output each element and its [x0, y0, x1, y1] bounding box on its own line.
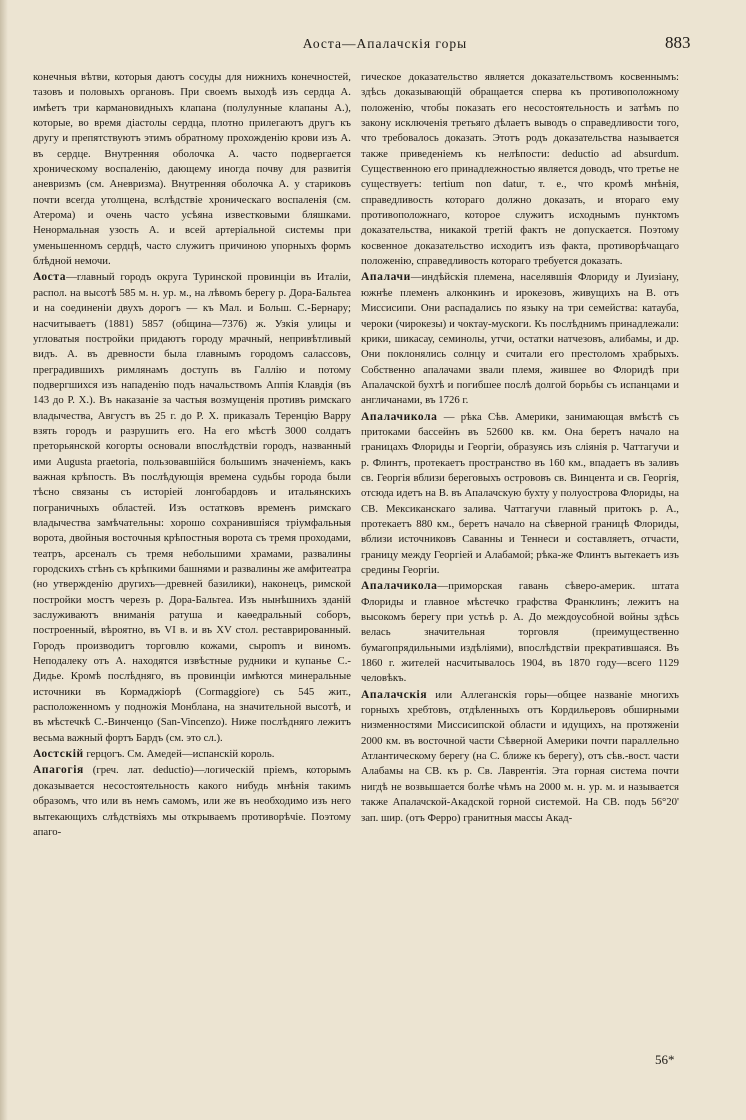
running-header: Аоста—Апалачскія горы — [302, 36, 468, 51]
entry-paragraph — [33, 763, 351, 840]
entry-text: (греч. лат. deductio)—логическій пріемъ, которымъ доказывается несостоятельность какого нибудь мнѣнія такимъ образомъ, что или въ немъ самомъ, или же въ необходимо изъ него вытекающихъ слѣдствіяхъ мы открываемъ противорѣчіе. Поэтому апаго- — [33, 764, 351, 838]
entry-headword: Аостскій — [33, 748, 84, 761]
entry-headword: Апалачскія — [361, 688, 428, 701]
entry-text: конечныя вѣтви, которыя даютъ сосуды для нижнихъ конечностей, тазовъ и половыхъ органовъ. При своемъ выходѣ изъ сердца А. имѣетъ три кармановидныхъ клапана (полулунные клапаны А.), которые, во время діастолы сердца, плотно прилегаютъ другъ къ другу и препятствуютъ этимъ обратному прохожденію крови изъ А. въ сердце. Внутренняя оболочка А. часто подвергается хроническому воспаленію, дающему иногда почву для развитія аневризмъ (см. Аневризма). Внутренняя оболочка А. у стариковъ почти всегда утолщена, вслѣдствіе хроническаго воспаленія (см. Атерома) и очень часто усѣяна известковыми бляшками. Ненормальная узость А. и всей артеріальной системы при уменьшенномъ сердцѣ, часто служитъ причиною упорныхъ формъ блѣдной немочи. — [33, 71, 351, 268]
entry-text: или Аллеганскія горы—общее названіе многихъ горныхъ хребтовъ, отдѣленныхъ отъ Кордильеровъ обширными низменностями Миссисипской области и идущихъ, на протяженіи 2000 км. въ восточной части Сѣверной Америки почти параллельно Атлантическому берегу (на С. ближе къ берегу), отъ сѣв.-вост. части Алабамы на СВ. къ р. Св. Лаврентія. Эта горная система почти нигдѣ не возвышается болѣе чѣмъ на 2000 м. н. ур. м. и называется также Апалачской-Акадской горной системой. На СВ. подъ 56°20' зап. шир. (отъ Ферро) гранитныя массы Акад- — [361, 688, 679, 824]
entry-paragraph — [33, 70, 351, 269]
entry-headword: Аоста — [33, 271, 67, 284]
entry-headword: Апалачикола — [361, 580, 438, 593]
entry-text: герцогъ. См. Амедей—испанскій король. — [83, 748, 275, 761]
entry-paragraph — [361, 410, 679, 579]
entry-paragraph — [33, 270, 351, 746]
right-column — [361, 70, 679, 1070]
signature-mark: 56* — [655, 1052, 675, 1067]
entry-text: —главный городъ округа Туринской провинціи въ Италіи, распол. на высотѣ 585 м. н. ур. м., на лѣвомъ берегу р. Дора-Бальтеа и на соединеніи двухъ дорогъ — къ Мал. и Больш. С.-Бернару; насчитываетъ (1881) 5857 (община—7376) ж. Узкія улицы и угловатыя постройки придаютъ городу мрачный, непривѣтливый видъ. А. въ древности была главнымъ городомъ салассовъ, преградившихъ римлянамъ доступъ въ Галлію и потому подвергшихся изъ нападенію подъ начальствомъ Аппія Клавдія (въ 143 до Р. Х.). Въ наказаніе за частыя возмущенія противъ римскаго владычества, Августъ въ 25 г. до Р. Х. приказалъ Теренцію Варру взять городъ и разрушить его. На его мѣстѣ 3000 солдатъ преторьянской когорты основали впослѣдствіи городъ, названный ими Augusta praetoria, пользовавшійся большимъ значеніемъ, какъ важная крѣпость. Въ послѣдующія времена судьбы города были тѣсно связаны съ исторіей лонгобардовъ и итальянскихъ пограничныхъ областей. Изъ остатковъ временъ римскаго владычества замѣчательны: хорошо сохранившіяся тріумфальныя ворота, двойныя восточныя крѣпостныя ворота съ тремя проходами, театръ, арсеналъ съ тремя небольшими храмами, развалины городскихъ стѣнъ съ крѣпкими башнями и развалины же амфитеатра (но утвержденію другихъ—древней базилики), наконецъ, римской постройки мостъ черезъ р. Дора-Бальтеа. Изъ нынѣшнихъ зданій заслуживаютъ вниманія ратуша и каѳедральный соборъ, построенный, вѣроятно, въ VI в. и въ XV стол. реставрированный. Городъ производитъ торговлю кожами, сырomъ и виномъ. Неподалеку отъ А. находятся извѣстные рудники и купанье С.-Дидье. Кромѣ послѣдняго, въ провинціи имѣются минеральные источники въ Кормаджіорѣ (Cormaggiore) съ 545 жит., расположенномъ у подножія Монблана, на значительной высотѣ, и въ мѣстечкѣ С.-Винченцо (San-Vincenzo). Ниже послѣдняго лежитъ весьма важный фортъ Бардъ (см. это сл.). — [33, 271, 351, 744]
page-number: 883 — [665, 33, 691, 52]
entry-headword: Апагогія — [33, 764, 84, 777]
entry-text: гическое доказательство является доказательствомъ косвеннымъ: здѣсь доказывающій обращается сперва къ противоположному положенію, чтобы показать его несостоятельность и затѣмъ по закону исключенія третьяго дѣлаетъ выводъ о справедливости того, что требовалось доказать. Этотъ родъ доказательства называется также приведеніемъ къ нелѣпости: deductio ad absurdum. Существенною его принадлежностью является доводъ, что третье не существуетъ: tertium non datur, т. е., что кромѣ мнѣнія, справедливость котораго должно доказать, и втораго ему противоположнаго, которое служитъ исходнымъ пунктомъ доказательства, никакой третій фактъ не допускается. Поэтому косвенное доказательство исходитъ изъ факта, противорѣчащаго положенію, справедливость котораго требуется доказать. — [361, 71, 679, 268]
entry-paragraph — [361, 270, 679, 408]
entry-paragraph — [33, 747, 351, 762]
entry-paragraph — [361, 70, 679, 269]
entry-text: —индѣйскія племена, населявшія Флориду и Луизіану, южнѣе племенъ алконкинъ и ирокезовъ, живущихъ на В. отъ Миссисипи. Они распадались по языку на три семейства: катауба, чероки (чирокезы) и чоктау-мускоги. Къ послѣднимъ принадлежали: крики, шикасау, семинолы, утчи, остатки натчезовъ, алибамы, и др. Они поклонялись солнцу и считали его престоломъ храбрыхъ. Собственно апалачами звали племя, жившее во Флоридѣ при Апалачской бухтѣ и погибшее послѣ долгой борьбы съ испанцами и англичанами, въ 1726 г. — [361, 271, 679, 407]
entry-headword: Апалачикола — [361, 410, 438, 423]
page-edge-shadow — [0, 0, 8, 1120]
entry-paragraph — [361, 688, 679, 826]
entry-headword: Апалачи — [361, 271, 411, 284]
entry-paragraph — [361, 579, 679, 686]
entry-text: — рѣка Сѣв. Америки, занимающая вмѣстѣ съ притоками бассейнъ въ 52600 кв. км. Она беретъ начало на границахъ Флориды и Георгіи, образуясь изъ сліянія р. Чаттагучи и р. Флинтъ, протекаетъ пространство въ 160 км., впадаетъ въ заливъ св. Георгія вблизи береговыхъ острововъ св. Винцента и св. Георгія, отсюда идетъ на В. въ Апалачскую бухту у полуострова Флориды, на СВ. Мексиканскаго залива. Чаттагучи главный притокъ р. А., протекаетъ 880 км., беретъ начало на сѣверной границѣ Флориды, вблизи источниковъ Саванны и Теннеси и составляетъ, отчасти, границу между Георгіей и Алабамой; рѣка-же Флинтъ вытекаетъ изъ средины Георгіи. — [361, 410, 679, 576]
left-column — [33, 70, 351, 1070]
entry-text: —приморская гавань сѣверо-америк. штата Флориды и главное мѣстечко графства Франклинъ; лежитъ на высокомъ берегу при устьѣ р. А. До междоусобной войны здѣсь велась значительная торговля (преимущественно бумагопрядильными издѣліями), впослѣдствіи прекратившаяся. Въ 1860 г. жителей насчитывалось 1904, въ 1870 году—всего 1129 человѣкъ. — [361, 580, 679, 685]
